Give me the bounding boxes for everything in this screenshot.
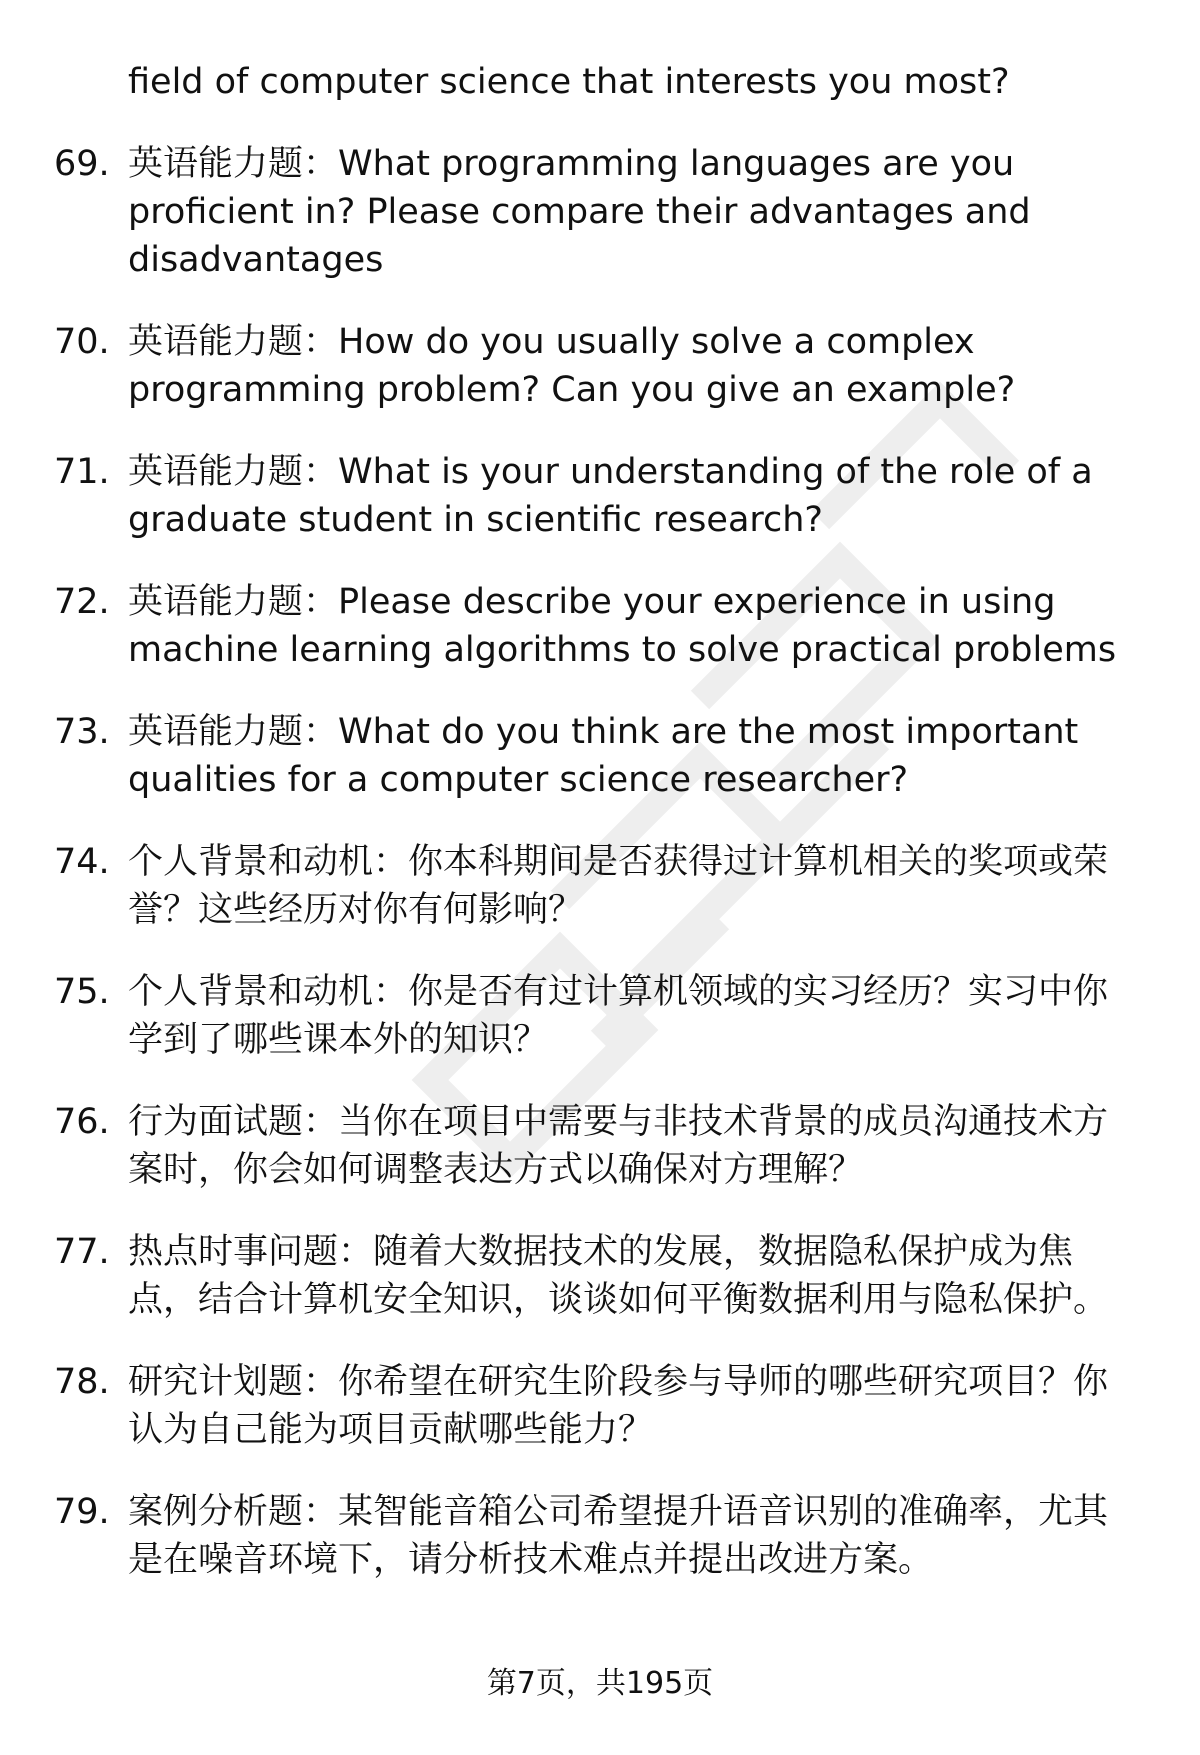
question-text: 英语能力题：Please describe your experience in using machine learning algorithms to solve practical problems <box>128 582 1117 670</box>
question-number: 72. <box>54 582 110 622</box>
question-item-74 <box>0 838 1200 934</box>
question-text: 热点时事问题：随着大数据技术的发展，数据隐私保护成为焦点，结合计算机安全知识，谈谈如何平衡数据利用与隐私保护。 <box>128 1232 1109 1320</box>
question-item-73 <box>0 708 1200 804</box>
question-continuation <box>0 58 1200 106</box>
question-number: 75. <box>54 972 110 1012</box>
question-text: 英语能力题：What programming languages are you proficient in? Please compare their advantages and disadvantages <box>128 144 1031 280</box>
question-item-77 <box>0 1228 1200 1324</box>
page-footer: 第7页，共195页 <box>486 1666 714 1701</box>
question-number: 73. <box>54 712 110 752</box>
question-item-76 <box>0 1098 1200 1194</box>
question-text: 行为面试题：当你在项目中需要与非技术背景的成员沟通技术方案时，你会如何调整表达方式以确保对方理解？ <box>128 1102 1109 1190</box>
question-number: 79. <box>54 1492 110 1532</box>
question-item-78 <box>0 1358 1200 1454</box>
question-number: 70. <box>54 322 110 362</box>
question-list <box>0 58 1200 1618</box>
question-item-70 <box>0 318 1200 414</box>
question-number: 74. <box>54 842 110 882</box>
question-text: 个人背景和动机：你是否有过计算机领域的实习经历？实习中你学到了哪些课本外的知识？ <box>128 972 1109 1060</box>
question-item-71 <box>0 448 1200 544</box>
question-text: 个人背景和动机：你本科期间是否获得过计算机相关的奖项或荣誉？这些经历对你有何影响？ <box>128 842 1109 930</box>
question-continuation-text: field of computer science that interests you most? <box>128 62 1010 102</box>
question-item-79 <box>0 1488 1200 1584</box>
question-text: 英语能力题：What do you think are the most important qualities for a computer science researcher? <box>128 712 1079 800</box>
question-text: 研究计划题：你希望在研究生阶段参与导师的哪些研究项目？你认为自己能为项目贡献哪些能力？ <box>128 1362 1109 1450</box>
question-text: 英语能力题：How do you usually solve a complex programming problem? Can you give an example? <box>128 322 1016 410</box>
question-item-75 <box>0 968 1200 1064</box>
question-item-69 <box>0 140 1200 284</box>
question-item-72 <box>0 578 1200 674</box>
question-number: 71. <box>54 452 110 492</box>
question-text: 案例分析题：某智能音箱公司希望提升语音识别的准确率，尤其是在噪音环境下，请分析技术难点并提出改进方案。 <box>128 1492 1109 1580</box>
question-number: 76. <box>54 1102 110 1142</box>
question-number: 69. <box>54 144 110 184</box>
question-number: 78. <box>54 1362 110 1402</box>
question-number: 77. <box>54 1232 110 1272</box>
question-text: 英语能力题：What is your understanding of the role of a graduate student in scientific research? <box>128 452 1093 540</box>
